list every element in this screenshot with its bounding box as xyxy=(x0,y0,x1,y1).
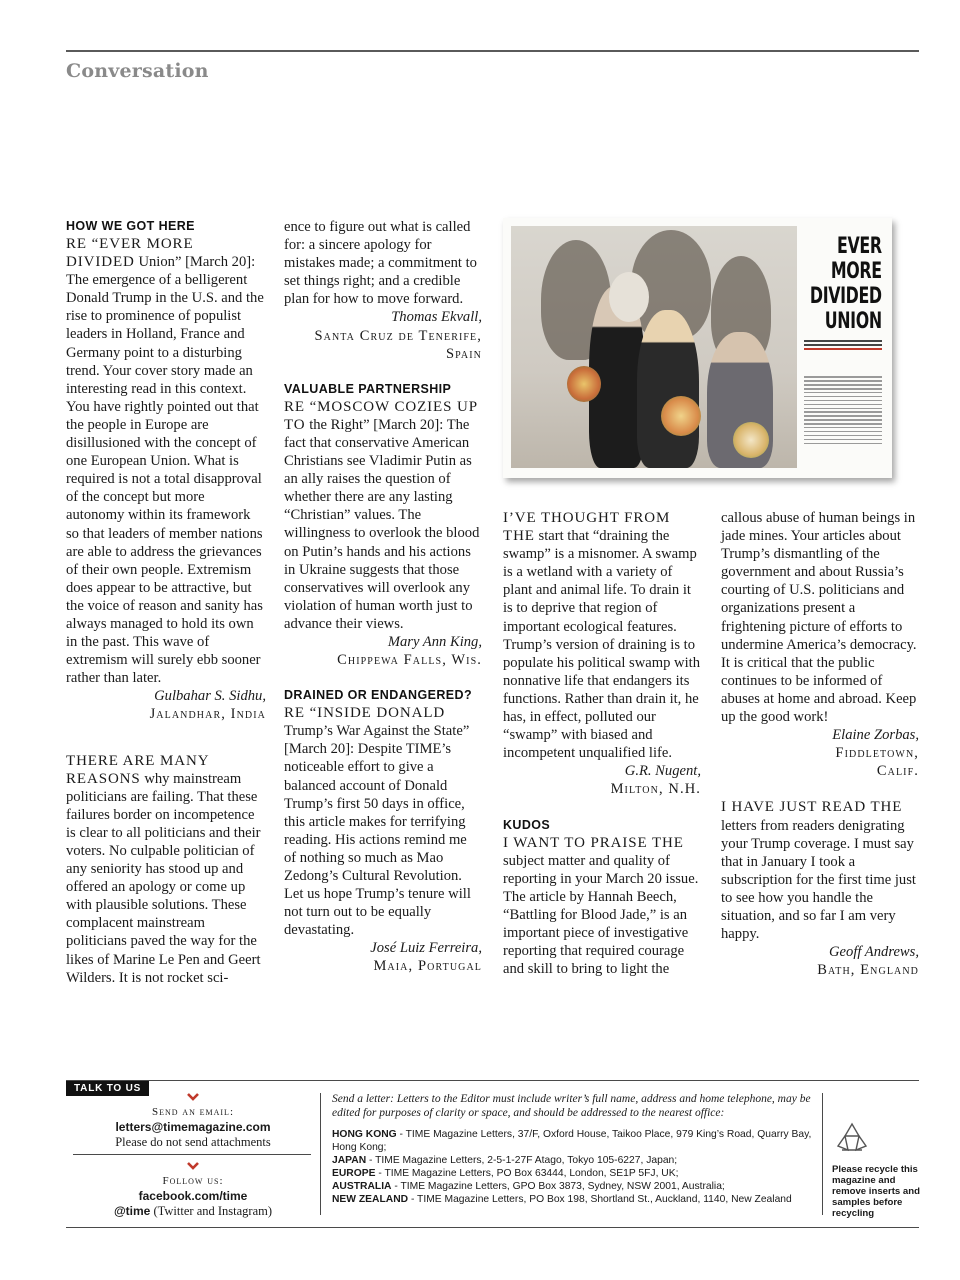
office-address: EUROPE - TIME Magazine Letters, PO Box 63444, London, SE1P 5FJ, UK; xyxy=(332,1168,679,1179)
letter-location: Chippewa Falls, Wis. xyxy=(337,652,482,669)
letter-body: ence to figure out what is called for: a sincere apology for mistakes made; a commitment to set things right; and a credible plan for how to move forward. xyxy=(284,219,477,308)
rally-photo xyxy=(511,226,797,468)
office-address: AUSTRALIA - TIME Magazine Letters, GPO Box 3873, Sydney, NSW 2001, Australia; xyxy=(332,1181,725,1192)
chevron-down-icon xyxy=(186,1092,200,1102)
office-address: NEW ZEALAND - TIME Magazine Letters, PO Box 198, Shortland St., Auckland, 1140, New Zealand xyxy=(332,1194,792,1205)
letter-signature: José Luiz Ferreira, xyxy=(370,940,482,957)
letter-location: Milton, N.H. xyxy=(610,781,701,798)
twitter-handle[interactable]: @time xyxy=(113,1204,151,1218)
recycle-note: Please recycle this magazine and remove inserts and samples before recycling xyxy=(832,1164,920,1219)
letter-body: I WANT TO PRAISE THE subject matter and quality of reporting in your March 20 issue. The article by Hannah Beech, “Battling for Blood Jade,” is an important piece of investigative reporting that required courage and skill to bring to light the xyxy=(503,834,699,978)
letter-heading: HOW WE GOT HERE xyxy=(66,219,195,233)
office-address: HONG KONG - TIME Magazine Letters, 37/F, Oxford House, Taikoo Place, 979 King’s Road, Quarry Bay, Hong Kong; xyxy=(332,1129,812,1153)
letter-signature: Mary Ann King, xyxy=(387,633,482,650)
letter-location: Bath, England xyxy=(817,962,919,979)
send-letter-block: Send a letter: Letters to the Editor must include writer’s full name, address and home telephone, may be edited for purposes of clarity or space, and should be addressed to the nearest office: HONG KONG - TIME Magazine Letters, 37/F, Oxford House, Taikoo Place, 979 King’s Road, Quarry Bay, Hong Kong; JAPAN - TIME Magazine Letters, 2-5-1-27F Atago, Tokyo 105-6227, Japan; EUROPE - TIME Magazine Letters, PO Box 63444, London, SE1P 5FJ, UK; AUSTRALIA - TIME Magazine Letters, GPO Box 3873, Sydney, NSW 2001, Australia; NEW ZEALAND - TIME Magazine Letters, PO Box 198, Shortland St., Auckland, 1140, New Zealand xyxy=(332,1092,816,1206)
letter-location: Fiddletown, xyxy=(835,745,919,762)
section-title: Conversation xyxy=(66,60,209,82)
top-rule xyxy=(66,50,919,52)
spread-body-text xyxy=(804,374,882,446)
letter-signature: Thomas Ekvall, xyxy=(391,309,482,326)
letters-column-3 xyxy=(503,509,701,978)
letter-heading: DRAINED OR ENDANGERED? xyxy=(284,688,472,703)
footer-divider xyxy=(822,1093,823,1215)
letter-signature: G.R. Nugent, xyxy=(624,763,701,780)
letter-signature: Elaine Zorbas, xyxy=(832,727,919,744)
talk-to-us-label: TALK TO US xyxy=(66,1081,149,1096)
letter-location: Spain xyxy=(446,345,482,362)
letters-column-1 xyxy=(66,218,266,987)
letter-body: I HAVE JUST READ THE letters from readers denigrating your Trump coverage. I must say that in January I took a subscription for the first time just to see how you handle the situation, and so far I am very happy. xyxy=(721,799,916,943)
letter-body: callous abuse of human beings in jade mines. Your articles about Trump’s dismantling of the government and about Russia’s courting of U.S. politicians and organizations present a frightening picture of efforts to undermine America’s democracy. It is critical that the public continues to be informed of abuses at home and abroad. Keep up the good work! xyxy=(721,510,917,726)
letters-column-4 xyxy=(721,509,919,979)
footer-divider xyxy=(320,1093,321,1215)
letter-body: THERE ARE MANY REASONS why mainstream politicians are failing. That these failures border on incompetence is clear to all politicians and their voters. No culpable politician of any seniority has stood up and offered an apology or come up with plausible solutions. These complacent mainstream politicians paved the way for the likes of Marine Le Pen and Geert Wilders. It is not rocket sci- xyxy=(66,752,261,986)
letter-location: Santa Cruz de Tenerife, xyxy=(314,327,482,344)
chevron-down-icon xyxy=(186,1161,200,1171)
spread-deck xyxy=(804,338,882,356)
letter-location: Maia, Portugal xyxy=(373,958,482,975)
letter-location: Calif. xyxy=(876,763,919,780)
letter-signature: Gulbahar S. Sidhu, xyxy=(154,688,266,705)
email-link[interactable]: letters@timemagazine.com xyxy=(115,1120,271,1134)
recycle-icon xyxy=(832,1120,872,1160)
letter-heading: VALUABLE PARTNERSHIP xyxy=(284,381,452,396)
office-address: JAPAN - TIME Magazine Letters, 2-5-1-27F Atago, Tokyo 105-6227, Japan; xyxy=(332,1155,678,1166)
letters-column-2 xyxy=(284,218,482,976)
letter-location: Jalandhar, India xyxy=(149,706,266,723)
footer-divider xyxy=(73,1154,311,1155)
email-block: Send an email: letters@timemagazine.com Please do not send attachments xyxy=(73,1105,313,1150)
footer-bottom-rule xyxy=(66,1227,919,1228)
letter-heading: KUDOS xyxy=(503,817,551,832)
magazine-spread-image xyxy=(503,218,892,478)
letter-body: I’VE THOUGHT FROM THE start that “draining the swamp” is a misnomer. A swamp is a wetland with a variety of plant and animal life. To drain it is to deprive that region of important ecological features. Trump’s version of draining is to populate his political swamp with nonnative life that endangers its functions. Rather than drain it, he has, in effect, polluted our “swamp” with biased and incompetent unqualified life. xyxy=(503,510,700,762)
letter-body: RE “EVER MORE DIVIDED Union” [March 20]: The emergence of a belligerent Donald Trump in the U.S. and the rise to prominence of populist leaders in Holland, France and Germany point to a disturbing trend. Your cover story made an interesting read in this context. You have rightly pointed out that the people in Europe are disillusioned with the concept of one European Union. What is required is not a total disapproval of the concept but more autonomy within its framework so that leaders of member nations are able to address the grievances of their own people. Extremism does appear to be attractive, but the voice of reason and sanity has always managed to hold its own in the past. This wave of extremism will surely ebb sooner rather than later. xyxy=(66,236,264,687)
letter-body: RE “INSIDE DONALD Trump’s War Against the State” [March 20]: Despite TIME’s noticeable effort to give a balanced account of Donald Trump’s first 50 days in office, this article makes for terrifying reading. His actions remind me of nothing so much as Mao Zedong’s Cultural Revolution. Let us hope Trump’s tenure will not turn out to be equally devastating. xyxy=(284,705,471,939)
facebook-link[interactable]: facebook.com/time xyxy=(138,1189,248,1203)
spread-headline: EVER MORE DIVIDED UNION xyxy=(810,234,882,334)
footer-top-rule xyxy=(66,1080,919,1081)
letter-signature: Geoff Andrews, xyxy=(829,944,919,961)
letter-body: RE “MOSCOW COZIES UP TO the Right” [March 20]: The fact that conservative American Christians see Vladimir Putin as an ally raises the question of whether there are any lasting “Christian” values. The willingness to overlook the blood on Putin’s hands and his actions in Ukraine suggests that those conservatives will overlook any violation of human worth just to advance their views. xyxy=(284,398,480,632)
follow-block: Follow us: facebook.com/time @time (Twitter and Instagram) xyxy=(73,1174,313,1219)
